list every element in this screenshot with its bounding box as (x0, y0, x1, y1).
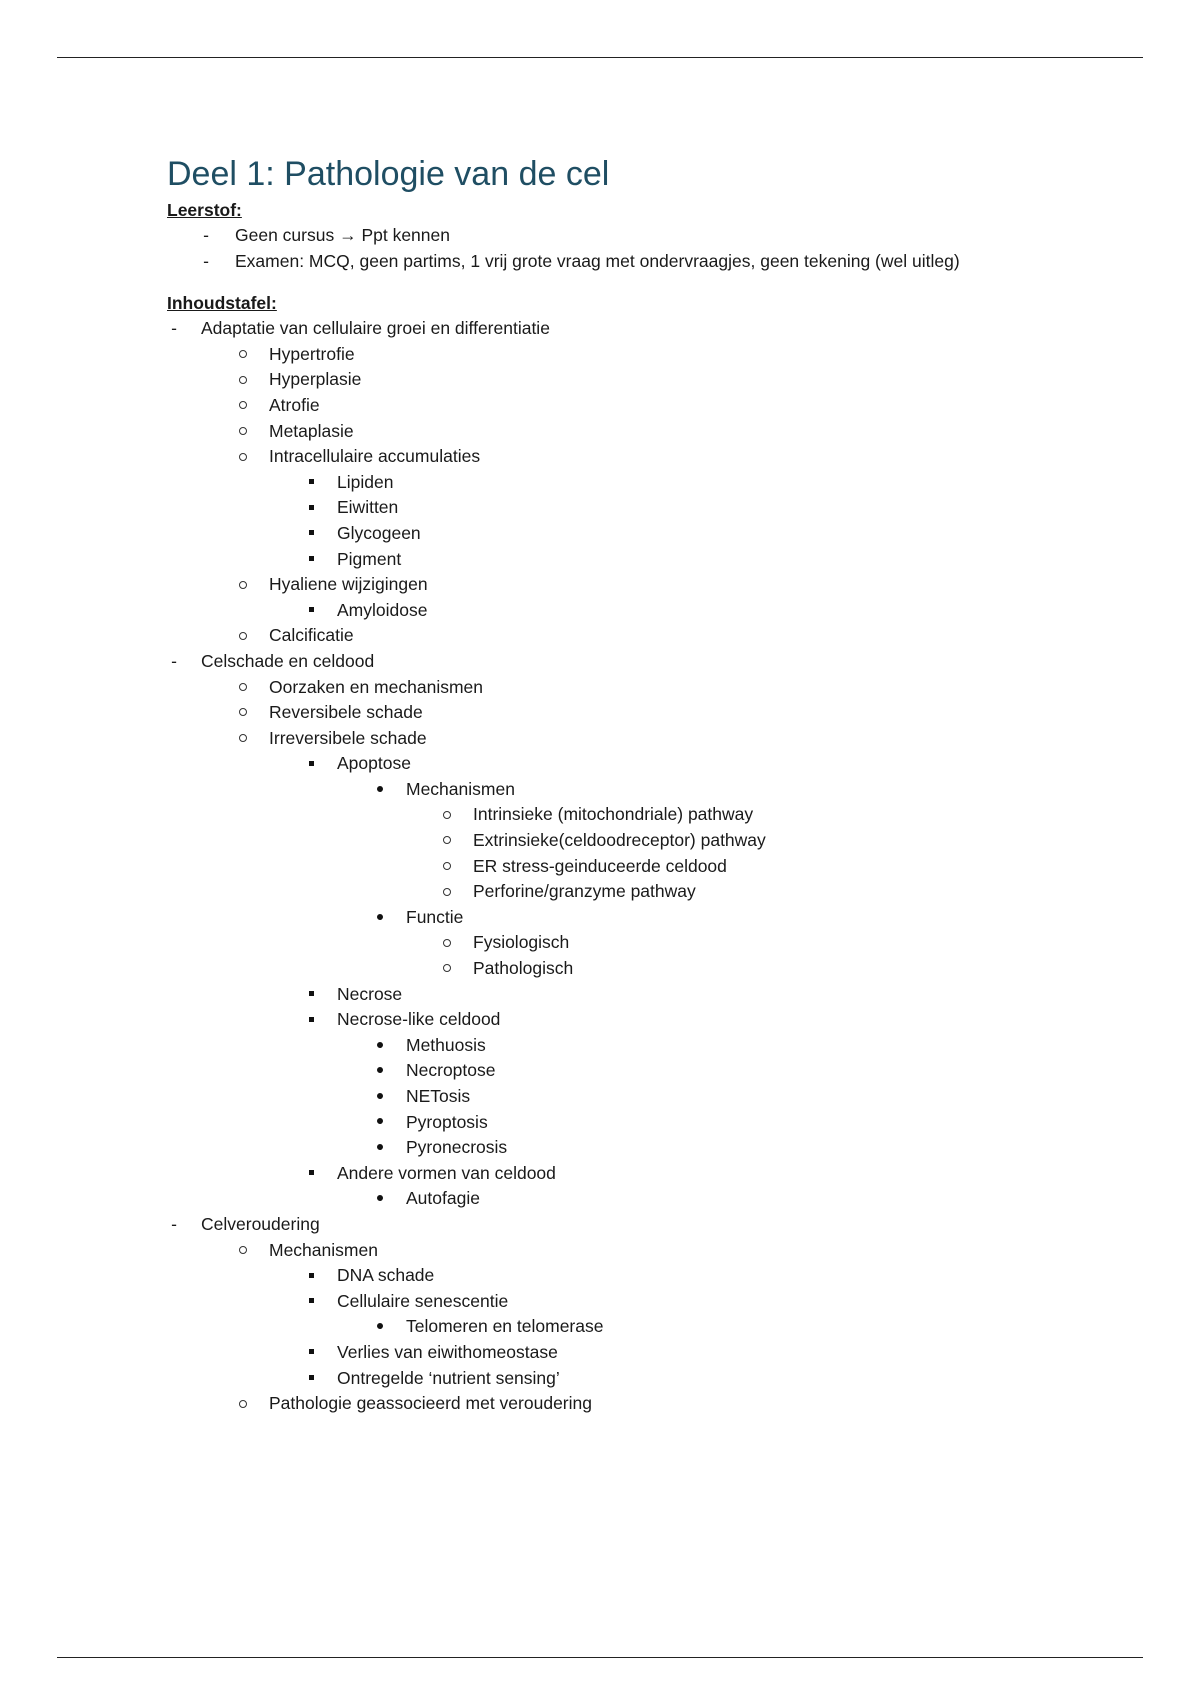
toc-item: Verlies van eiwithomeostase (167, 1340, 1117, 1366)
circle-bullet-icon (235, 1391, 251, 1417)
circle-bullet-icon (235, 675, 251, 701)
toc-item: DNA schade (167, 1263, 1117, 1289)
square-bullet-icon (303, 1161, 319, 1187)
square-bullet-icon (303, 1289, 319, 1315)
toc-item: Cellulaire senescentie (167, 1289, 1117, 1315)
circle-bullet-icon (235, 342, 251, 368)
toc-item: Pyronecrosis (167, 1135, 1117, 1161)
toc-item: Hypertrofie (167, 342, 1117, 368)
toc-item: Apoptose (167, 751, 1117, 777)
dash-bullet-icon (166, 316, 182, 342)
dot-bullet-icon (372, 1033, 388, 1059)
circle-bullet-icon (235, 623, 251, 649)
square-bullet-icon (303, 521, 319, 547)
square-bullet-icon (303, 495, 319, 521)
toc-item: Perforine/granzyme pathway (167, 879, 1117, 905)
toc-item: Amyloidose (167, 598, 1117, 624)
dash-bullet-icon (198, 223, 214, 249)
toc-item: Pathologie geassocieerd met veroudering (167, 1391, 1117, 1417)
circle-bullet-icon (439, 802, 455, 828)
circle-bullet-icon (235, 367, 251, 393)
list-item: - Geen cursus → Ppt kennen (167, 223, 1117, 249)
toc-item: Telomeren en telomerase (167, 1314, 1117, 1340)
toc-item: Hyaliene wijzigingen (167, 572, 1117, 598)
circle-bullet-icon (235, 726, 251, 752)
dot-bullet-icon (372, 1058, 388, 1084)
leerstof-heading: Leerstof: (167, 200, 242, 220)
toc-item: Pigment (167, 547, 1117, 573)
dot-bullet-icon (372, 1110, 388, 1136)
circle-bullet-icon (439, 828, 455, 854)
circle-bullet-icon (235, 1238, 251, 1264)
toc-item: Methuosis (167, 1033, 1117, 1059)
toc-item: Fysiologisch (167, 930, 1117, 956)
square-bullet-icon (303, 1340, 319, 1366)
dot-bullet-icon (372, 1084, 388, 1110)
square-bullet-icon (303, 598, 319, 624)
toc-item: Intracellulaire accumulaties (167, 444, 1117, 470)
list-item: - Examen: MCQ, geen partims, 1 vrij grote vraag met ondervraagjes, geen tekening (wel uitleg) (167, 249, 1117, 275)
toc-item: - Celveroudering (167, 1212, 1117, 1238)
inhoudstafel-heading: Inhoudstafel: (167, 293, 277, 314)
circle-bullet-icon (235, 393, 251, 419)
square-bullet-icon (303, 751, 319, 777)
document-body (167, 150, 1117, 1417)
toc-item: Eiwitten (167, 495, 1117, 521)
toc-item: Necroptose (167, 1058, 1117, 1084)
toc-item: Glycogeen (167, 521, 1117, 547)
footer-rule (57, 1657, 1143, 1658)
toc-item: Lipiden (167, 470, 1117, 496)
toc-item: Andere vormen van celdood (167, 1161, 1117, 1187)
circle-bullet-icon (235, 419, 251, 445)
dot-bullet-icon (372, 1135, 388, 1161)
toc-item: - Adaptatie van cellulaire groei en differentiatie (167, 316, 1117, 342)
circle-bullet-icon (439, 854, 455, 880)
toc-item: Necrose (167, 982, 1117, 1008)
toc-item: Atrofie (167, 393, 1117, 419)
toc-item: - Celschade en celdood (167, 649, 1117, 675)
toc-item: Mechanismen (167, 1238, 1117, 1264)
toc-item: Mechanismen (167, 777, 1117, 803)
toc-item: Pyroptosis (167, 1110, 1117, 1136)
square-bullet-icon (303, 1263, 319, 1289)
dot-bullet-icon (372, 1186, 388, 1212)
toc-item: Metaplasie (167, 419, 1117, 445)
toc-item: Irreversibele schade (167, 726, 1117, 752)
dash-bullet-icon (166, 649, 182, 675)
square-bullet-icon (303, 470, 319, 496)
dash-bullet-icon (166, 1212, 182, 1238)
circle-bullet-icon (439, 930, 455, 956)
toc-item: Autofagie (167, 1186, 1117, 1212)
header-rule (57, 57, 1143, 58)
circle-bullet-icon (439, 956, 455, 982)
toc-item: Extrinsieke(celdoodreceptor) pathway (167, 828, 1117, 854)
circle-bullet-icon (235, 572, 251, 598)
toc-item: ER stress-geinduceerde celdood (167, 854, 1117, 880)
circle-bullet-icon (235, 444, 251, 470)
square-bullet-icon (303, 982, 319, 1008)
circle-bullet-icon (439, 879, 455, 905)
page-title: Deel 1: Pathologie van de cel (167, 155, 610, 193)
toc-item: Intrinsieke (mitochondriale) pathway (167, 802, 1117, 828)
circle-bullet-icon (235, 700, 251, 726)
dot-bullet-icon (372, 777, 388, 803)
toc-item: Necrose-like celdood (167, 1007, 1117, 1033)
toc-item: Functie (167, 905, 1117, 931)
toc-item: Hyperplasie (167, 367, 1117, 393)
dash-bullet-icon (198, 249, 214, 275)
toc-item: Reversibele schade (167, 700, 1117, 726)
toc-item: Calcificatie (167, 623, 1117, 649)
square-bullet-icon (303, 1366, 319, 1392)
square-bullet-icon (303, 1007, 319, 1033)
toc-item: Ontregelde ‘nutrient sensing’ (167, 1366, 1117, 1392)
toc-item: Pathologisch (167, 956, 1117, 982)
square-bullet-icon (303, 547, 319, 573)
toc-item: Oorzaken en mechanismen (167, 675, 1117, 701)
dot-bullet-icon (372, 1314, 388, 1340)
toc-item: NETosis (167, 1084, 1117, 1110)
dot-bullet-icon (372, 905, 388, 931)
